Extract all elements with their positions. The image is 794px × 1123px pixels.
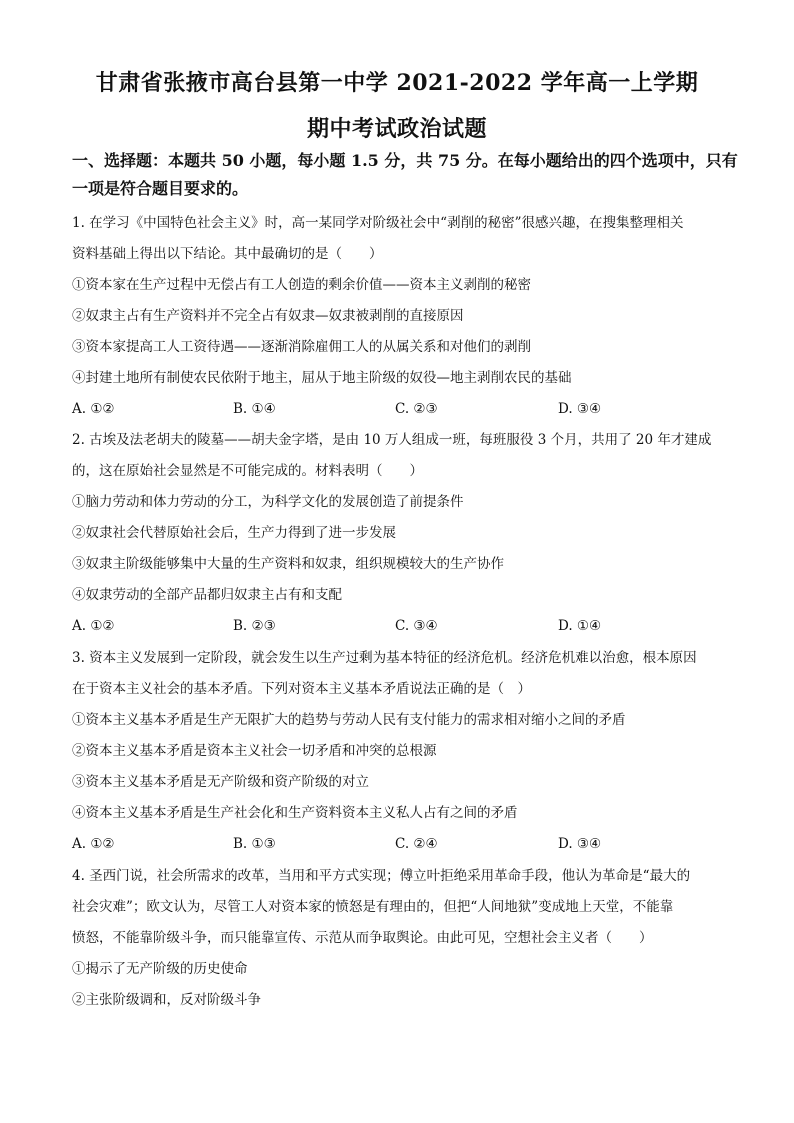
section-heading-line: 一项是符合题目要求的。 bbox=[72, 179, 249, 198]
option-b: B. ①④ bbox=[233, 401, 276, 417]
statement-item: ③资本家提高工人工资待遇——逐渐消除雇佣工人的从属关系和对他们的剥削 bbox=[72, 339, 531, 355]
statement-item: ①资本家在生产过程中无偿占有工人创造的剩余价值——资本主义剥削的秘密 bbox=[72, 277, 531, 293]
option-c: C. ②④ bbox=[395, 836, 438, 852]
option-a: A. ①② bbox=[72, 618, 115, 634]
question-stem-line: 的，这在原始社会显然是不可能完成的。材料表明（ ） bbox=[72, 463, 423, 479]
option-d: D. ③④ bbox=[558, 401, 602, 417]
question-stem-line: 在于资本主义社会的基本矛盾。下列对资本主义基本矛盾说法正确的是（ ） bbox=[72, 681, 531, 697]
option-c: C. ③④ bbox=[395, 618, 438, 634]
question-stem-line: 愤怒，不能靠阶级斗争，而只能靠宣传、示范从而争取舆论。由此可见，空想社会主义者（ ） bbox=[72, 930, 653, 946]
statement-item: ①资本主义基本矛盾是生产无限扩大的趋势与劳动人民有支付能力的需求相对缩小之间的矛盾 bbox=[72, 712, 626, 728]
question-stem-line: 2. 古埃及法老胡夫的陵墓——胡夫金字塔，是由 10 万人组成一班，每班服役 3 个月，共用了 20 年才建成 bbox=[72, 432, 712, 448]
statement-item: ③奴隶主阶级能够集中大量的生产资料和奴隶，组织规模较大的生产协作 bbox=[72, 556, 504, 572]
section-heading-line: 一、选择题：本题共 50 小题，每小题 1.5 分，共 75 分。在每小题给出的四个选项中，只有 bbox=[72, 151, 738, 170]
page-subtitle: 期中考试政治试题 bbox=[306, 116, 487, 142]
question-stem-line: 3. 资本主义发展到一定阶段，就会发生以生产过剩为基本特征的经济危机。经济危机难以治愈，根本原因 bbox=[72, 650, 697, 666]
question-stem-line: 4. 圣西门说，社会所需求的改革，当用和平方式实现；傅立叶拒绝采用革命手段，他认为革命是“最大的 bbox=[72, 868, 691, 884]
section-heading bbox=[72, 147, 738, 203]
option-c: C. ②③ bbox=[395, 401, 438, 417]
question-stem-line: 社会灾难”；欧文认为，尽管工人对资本家的愤怒是有理由的，但把“人间地狱”变成地上天堂，不能靠 bbox=[72, 899, 674, 915]
statement-item: ②奴隶主占有生产资料并不完全占有奴隶—奴隶被剥削的直接原因 bbox=[72, 308, 464, 324]
option-d: D. ①④ bbox=[558, 618, 602, 634]
option-b: B. ②③ bbox=[233, 618, 276, 634]
option-a: A. ①② bbox=[72, 836, 115, 852]
statement-item: ①揭示了无产阶级的历史使命 bbox=[72, 961, 248, 977]
page-title: 甘肃省张掖市高台县第一中学 2021-2022 学年高一上学期 bbox=[95, 70, 699, 96]
statement-item: ①脑力劳动和体力劳动的分工，为科学文化的发展创造了前提条件 bbox=[72, 494, 464, 510]
statement-item: ②主张阶级调和，反对阶级斗争 bbox=[72, 992, 261, 1008]
statement-item: ②奴隶社会代替原始社会后，生产力得到了进一步发展 bbox=[72, 525, 396, 541]
question-stem-line: 1. 在学习《中国特色社会主义》时，高一某同学对阶级社会中“剥削的秘密”很感兴趣，在搜集整理相关 bbox=[72, 215, 684, 231]
statement-item: ④封建土地所有制使农民依附于地主，屈从于地主阶级的奴役—地主剥削农民的基础 bbox=[72, 370, 572, 386]
option-a: A. ①② bbox=[72, 401, 115, 417]
option-d: D. ③④ bbox=[558, 836, 602, 852]
statement-item: ④资本主义基本矛盾是生产社会化和生产资料资本主义私人占有之间的矛盾 bbox=[72, 805, 518, 821]
statement-item: ③资本主义基本矛盾是无产阶级和资产阶级的对立 bbox=[72, 774, 369, 790]
question-stem-line: 资料基础上得出以下结论。其中最确切的是（ ） bbox=[72, 246, 383, 262]
statement-item: ②资本主义基本矛盾是资本主义社会一切矛盾和冲突的总根源 bbox=[72, 743, 437, 759]
statement-item: ④奴隶劳动的全部产品都归奴隶主占有和支配 bbox=[72, 587, 342, 603]
option-b: B. ①③ bbox=[233, 836, 276, 852]
